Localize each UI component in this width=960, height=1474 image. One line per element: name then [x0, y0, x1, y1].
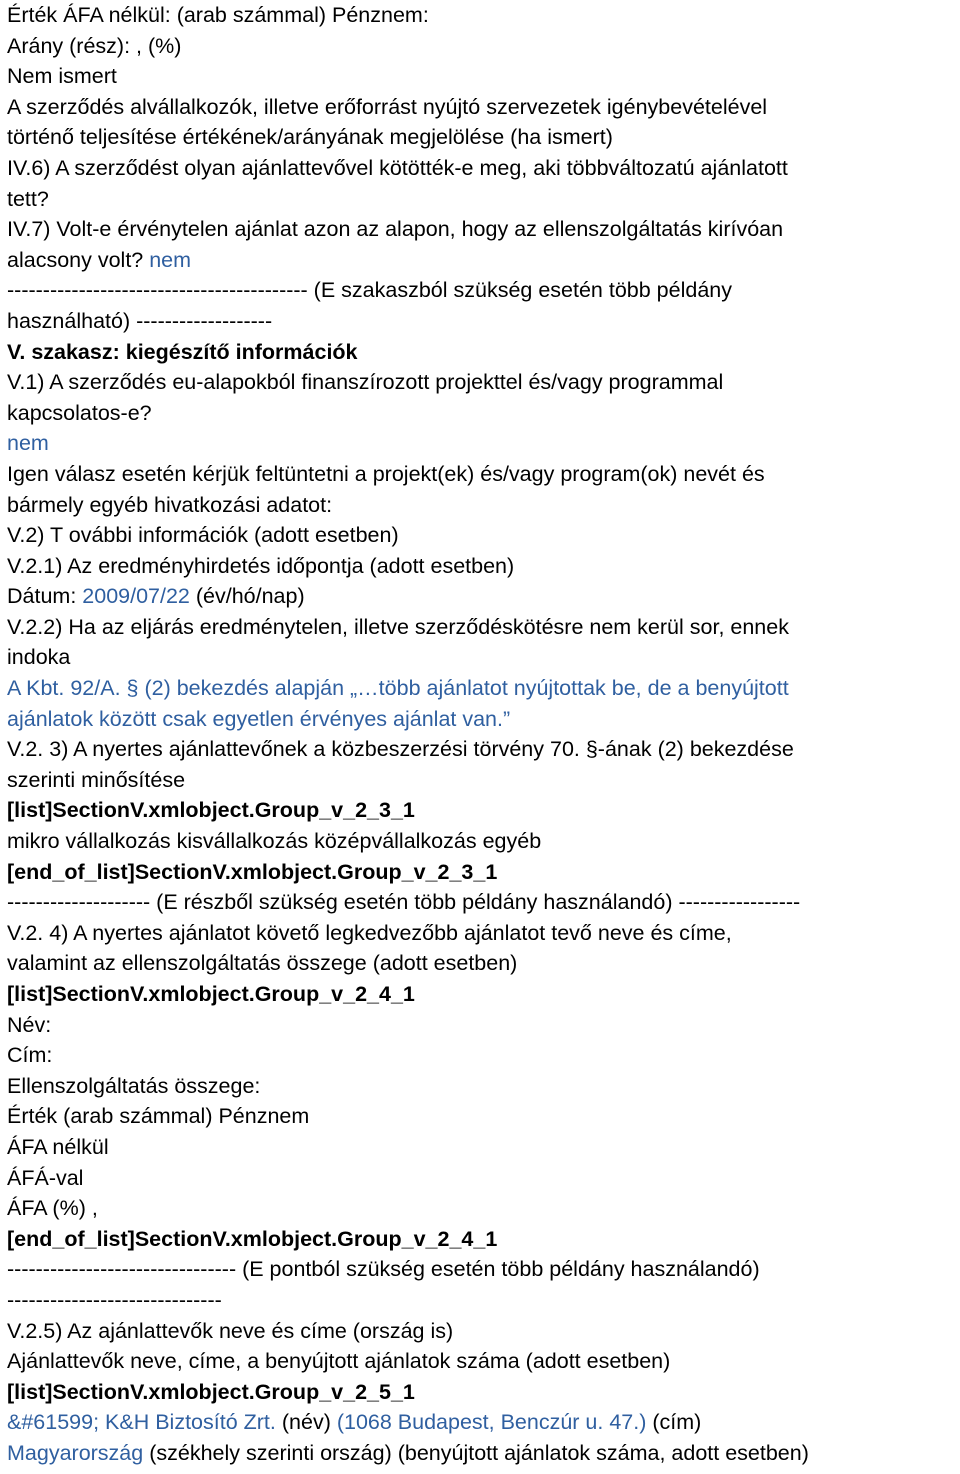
section-heading-v23: V.2. 3) A nyertes ajánlattevőnek a közbeszerzési törvény 70. §-ának (2) bekezdése [7, 737, 794, 762]
separator-line: használható) ------------------- [7, 308, 273, 333]
separator-line: ------------------------------ [7, 1287, 222, 1312]
answer-value: nem [7, 431, 49, 456]
text-line: Arány (rész): , (%) [7, 33, 182, 58]
text-line [7, 673, 960, 704]
text-line: szerinti minősítése [7, 767, 186, 792]
section-title-v: V. szakasz: kiegészítő információk [7, 339, 358, 364]
reason-value: ajánlatok között csak egyetlen érvényes ajánlat van.” [7, 706, 511, 731]
section-heading-v24: V.2. 4) A nyertes ajánlatot követő legkedvezőbb ajánlatot tevő neve és címe, [7, 920, 732, 945]
bidder-address-value: (1068 Budapest, Benczúr u. 47.) [336, 1410, 647, 1435]
text-line: Igen válasz esetén kérjük feltüntetni a projekt(ek) és/vagy program(ok) nevét és [7, 461, 765, 486]
text-line: A szerződés alvállalkozók, illetve erőforrást nyújtó szervezetek igénybevételével [7, 94, 768, 119]
separator-line: -------------------- (E részből szükség esetén több példány használandó) ----------------- [7, 890, 801, 915]
separator-line: ------------------------------------------ (E szakaszból szükség esetén több példány [7, 278, 732, 303]
section-heading-v1: V.1) A szerződés eu-alapokból finanszírozott projekttel és/vagy programmal [7, 370, 724, 395]
list-marker: [list]SectionV.xmlobject.Group_v_2_4_1 [7, 982, 415, 1006]
list-marker: [list]SectionV.xmlobject.Group_v_2_5_1 [7, 1379, 415, 1404]
field-label: ÁFÁ-val [7, 1165, 84, 1190]
field-label: ÁFA (%) , [7, 1196, 98, 1221]
text-line: valamint az ellenszolgáltatás összege (adott esetben) [7, 951, 518, 976]
text-line: Érték ÁFA nélkül: (arab számmal) Pénznem: [7, 3, 429, 27]
text-line: mikro vállalkozás kisvállalkozás középvállalkozás egyéb [7, 829, 542, 854]
text-line: történő teljesítése értékének/arányának megjelölése (ha ismert) [7, 125, 613, 150]
date-value: 2009/07/22 [82, 584, 190, 609]
list-end-marker: [end_of_list]SectionV.xmlobject.Group_v_2_4_1 [7, 1226, 498, 1251]
separator-line: -------------------------------- (E pontból szükség esetén több példány használandó) [7, 1257, 760, 1282]
text-line: Ajánlattevők neve, címe, a benyújtott ajánlatok száma (adott esetben) [7, 1349, 671, 1374]
section-heading-v21: V.2.1) Az eredményhirdetés időpontja (adott esetben) [7, 553, 515, 578]
section-heading-iv6: IV.6) A szerződést olyan ajánlattevővel kötötték-e meg, aki többváltozatú ajánlatott [7, 155, 788, 180]
field-label: Cím: [7, 1043, 53, 1068]
section-heading-v25: V.2.5) Az ajánlattevők neve és címe (ország is) [7, 1318, 454, 1343]
section-heading-v22: V.2.2) Ha az eljárás eredménytelen, illetve szerződéskötésre nem kerül sor, ennek [7, 614, 789, 639]
answer-value: nem [149, 247, 192, 272]
section-heading-v2: V.2) T ovábbi információk (adott esetben) [7, 523, 399, 548]
bidder-country-value: Magyarország [7, 1440, 144, 1465]
list-end-marker: [end_of_list]SectionV.xmlobject.Group_v_2_3_1 [7, 859, 498, 884]
text-line: Dátum: 2009/07/22 (év/hó/nap) [7, 584, 305, 609]
section-heading-iv7: IV.7) Volt-e érvénytelen ajánlat azon az alapon, hogy az ellenszolgáltatás kirívóan [7, 217, 784, 242]
list-marker: [list]SectionV.xmlobject.Group_v_2_3_1 [7, 798, 415, 823]
text-line: &#61599; K&H Biztosító Zrt. (név) (1068 Budapest, Benczúr u. 47.) (cím) [7, 1410, 702, 1435]
text-line: kapcsolatos-e? [7, 400, 152, 425]
bidder-name-value: &#61599; K&H Biztosító Zrt. [7, 1410, 276, 1435]
text-line: tett? [7, 186, 49, 211]
field-label: Név: [7, 1012, 52, 1037]
text-line: Magyarország (székhely szerinti ország) (benyújtott ajánlatok száma, adott esetben) [7, 1440, 809, 1465]
field-label: ÁFA nélkül [7, 1134, 109, 1159]
text-line: bármely egyéb hivatkozási adatot: [7, 492, 333, 517]
field-label: Ellenszolgáltatás összege: [7, 1073, 261, 1098]
text-line: Nem ismert [7, 64, 117, 89]
reason-value: A Kbt. 92/A. § (2) bekezdés alapján „…több ajánlatot nyújtottak be, de a benyújtott [7, 676, 789, 701]
text-line: alacsony volt? nem [7, 247, 192, 272]
text-line [7, 704, 960, 735]
text-line: indoka [7, 645, 71, 670]
text-line [7, 428, 960, 459]
field-label: Érték (arab számmal) Pénznem [7, 1104, 310, 1129]
